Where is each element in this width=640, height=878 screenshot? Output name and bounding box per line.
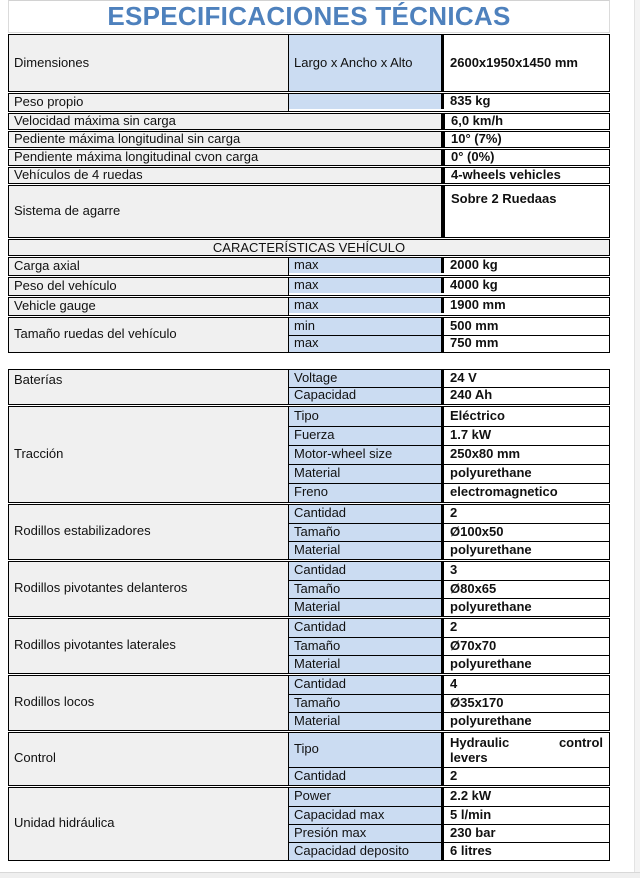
row-value-word: Hydraulic [450, 734, 510, 750]
row-sub-label: Cantidad [289, 562, 441, 580]
row-value: electromagnetico [441, 484, 609, 502]
table-row-group [8, 167, 610, 184]
table-gap [8, 354, 610, 369]
table-sub-row [289, 278, 609, 293]
section-header-row [8, 239, 610, 256]
table-row-group [8, 675, 610, 731]
table-sub-row [289, 562, 609, 580]
row-value: 2600x1950x1450 mm [441, 35, 609, 91]
table-sub-row [289, 370, 609, 387]
table-sub-row [289, 842, 609, 860]
row-value: polyurethane [441, 465, 609, 483]
row-sub-label: Material [289, 713, 441, 730]
row-sub-label: max [289, 278, 441, 293]
table-row-group [8, 618, 610, 674]
table-sub-row [289, 655, 609, 673]
row-sub-label: Material [289, 465, 441, 483]
row-sub-label: Material [289, 656, 441, 673]
table-sub-row [289, 94, 609, 109]
table-row-group [8, 93, 610, 112]
row-subcolumn [289, 505, 609, 559]
row-subcolumn [289, 407, 609, 502]
row-label: Rodillos pivotantes delanteros [9, 562, 289, 616]
row-value: 750 mm [441, 336, 609, 352]
table-sub-row [289, 712, 609, 730]
row-sub-label [289, 94, 441, 109]
table-sub-row [289, 35, 609, 91]
row-label: Unidad hidráulica [9, 788, 289, 860]
spec-sheet [8, 0, 610, 862]
table-sub-row [289, 407, 609, 426]
table-row-group [8, 504, 610, 560]
table-sub-row [289, 541, 609, 559]
table-row-group [8, 277, 610, 296]
row-value: 240 Ah [441, 388, 609, 404]
row-sub-label: Voltage [289, 370, 441, 387]
table-sub-row [289, 767, 609, 785]
row-value: polyurethane [441, 656, 609, 673]
page-title [8, 0, 610, 33]
table-row-group [8, 561, 610, 617]
row-value: 10° (7%) [442, 132, 609, 147]
row-label: Rodillos pivotantes laterales [9, 619, 289, 673]
row-label: Tamaño ruedas del vehículo [9, 318, 289, 352]
row-label: Pediente máxima longitudinal sin carga [9, 132, 442, 147]
row-value: polyurethane [441, 542, 609, 559]
row-sub-label: Freno [289, 484, 441, 502]
row-label: Sistema de agarre [9, 186, 442, 237]
row-value: 4-wheels vehicles [442, 168, 609, 183]
row-sub-label: Power [289, 788, 441, 806]
row-value: polyurethane [441, 599, 609, 616]
table-row-group [8, 257, 610, 276]
row-value: 24 V [441, 370, 609, 387]
table-sub-row [289, 426, 609, 445]
row-sub-label: Tamaño [289, 638, 441, 655]
table-sub-row [289, 387, 609, 404]
row-subcolumn [289, 35, 609, 91]
row-sub-label: Cantidad [289, 619, 441, 637]
row-label: Vehicle gauge [9, 298, 289, 315]
row-subcolumn [289, 562, 609, 616]
table-sub-row [289, 318, 609, 335]
table-sub-row [289, 676, 609, 694]
table-sub-row [289, 733, 609, 767]
row-sub-label: Tipo [289, 733, 441, 767]
table-sub-row [289, 598, 609, 616]
table-sub-row [289, 694, 609, 712]
table-sub-row [289, 788, 609, 806]
row-subcolumn [289, 318, 609, 352]
row-value: 1.7 kW [441, 427, 609, 445]
table-row-group [8, 149, 610, 166]
row-label: Control [9, 733, 289, 785]
row-value: 230 bar [441, 825, 609, 842]
row-sub-label: Capacidad deposito [289, 843, 441, 860]
row-subcolumn [289, 733, 609, 785]
table-row-group [8, 787, 610, 861]
table-sub-row [289, 637, 609, 655]
row-sub-label: max [289, 258, 441, 273]
row-value: 500 mm [441, 318, 609, 335]
row-label: Peso del vehículo [9, 278, 289, 295]
table-sub-row [289, 258, 609, 273]
row-label: Baterías [9, 370, 289, 404]
page-edge-bottom [0, 872, 640, 878]
row-value: 4 [441, 676, 609, 694]
row-value [441, 733, 609, 767]
row-sub-label: Material [289, 599, 441, 616]
row-sub-label: Tamaño [289, 695, 441, 712]
row-value-line: levers [450, 749, 488, 765]
row-value: 0° (0%) [442, 150, 609, 165]
table-sub-row [289, 619, 609, 637]
table-row-group [8, 297, 610, 316]
row-value: 5 l/min [441, 807, 609, 824]
row-sub-label: Tamaño [289, 581, 441, 598]
row-sub-label: Cantidad [289, 505, 441, 523]
page-title-text: ESPECIFICACIONES TÉCNICAS [107, 1, 511, 31]
row-value: 2 [441, 768, 609, 785]
table-sub-row [289, 806, 609, 824]
row-sub-label: Capacidad [289, 388, 441, 404]
row-value: 250x80 mm [441, 446, 609, 464]
row-value-line [450, 736, 603, 751]
table-sub-row [289, 580, 609, 598]
table-sub-row [289, 523, 609, 541]
table-sub-row [289, 505, 609, 523]
row-value: 6,0 km/h [442, 114, 609, 129]
page-edge-right [634, 0, 640, 878]
table-row-group [8, 131, 610, 148]
row-value: 2 [441, 619, 609, 637]
row-label: Peso propio [9, 94, 289, 111]
row-sub-label: Cantidad [289, 768, 441, 785]
spec-table [8, 34, 610, 861]
row-value: 4000 kg [441, 278, 609, 293]
row-sub-label: Cantidad [289, 676, 441, 694]
table-sub-row [289, 483, 609, 502]
row-value: 2.2 kW [441, 788, 609, 806]
table-row-group [8, 406, 610, 503]
table-sub-row [289, 445, 609, 464]
row-value: 2000 kg [441, 258, 609, 273]
row-value: 2 [441, 505, 609, 523]
table-row-group [8, 732, 610, 786]
row-subcolumn [289, 278, 609, 295]
row-label: Rodillos locos [9, 676, 289, 730]
row-sub-label: max [289, 298, 441, 313]
row-subcolumn [289, 258, 609, 275]
row-value: 835 kg [441, 94, 609, 109]
row-sub-label: Fuerza [289, 427, 441, 445]
row-value: Eléctrico [441, 407, 609, 426]
row-value: Ø35x170 [441, 695, 609, 712]
row-value: Ø70x70 [441, 638, 609, 655]
row-value: Ø80x65 [441, 581, 609, 598]
row-sub-label: Material [289, 542, 441, 559]
table-sub-row [289, 298, 609, 313]
row-label: Pendiente máxima longitudinal cvon carga [9, 150, 442, 165]
row-subcolumn [289, 298, 609, 315]
row-sub-label: Motor-wheel size [289, 446, 441, 464]
row-label: Carga axial [9, 258, 289, 275]
table-row-group [8, 317, 610, 353]
row-value: 6 litres [441, 843, 609, 860]
table-row-group [8, 113, 610, 130]
row-subcolumn [289, 788, 609, 860]
section-header-label: CARACTERÍSTICAS VEHÍCULO [212, 239, 406, 255]
row-value: 1900 mm [441, 298, 609, 313]
row-value-word: control [558, 734, 603, 750]
row-value: Ø100x50 [441, 524, 609, 541]
table-row-group [8, 34, 610, 92]
row-label: Vehículos de 4 ruedas [9, 168, 442, 183]
row-sub-label: Tipo [289, 407, 441, 426]
table-sub-row [289, 464, 609, 483]
row-label: Rodillos estabilizadores [9, 505, 289, 559]
row-subcolumn [289, 370, 609, 404]
table-sub-row [289, 824, 609, 842]
row-sub-label: Capacidad max [289, 807, 441, 824]
row-sub-label: min [289, 318, 441, 335]
row-sub-label: Tamaño [289, 524, 441, 541]
row-subcolumn [289, 94, 609, 111]
row-sub-label: Largo x Ancho x Alto [289, 35, 441, 91]
table-sub-row [289, 335, 609, 352]
row-subcolumn [289, 676, 609, 730]
row-sub-label: max [289, 336, 441, 352]
row-label: Tracción [9, 407, 289, 502]
row-label: Velocidad máxima sin carga [9, 114, 442, 129]
row-value: Sobre 2 Ruedaas [442, 186, 609, 237]
row-subcolumn [289, 619, 609, 673]
row-sub-label: Presión max [289, 825, 441, 842]
table-row-group [8, 185, 610, 238]
row-value: 3 [441, 562, 609, 580]
table-row-group [8, 369, 610, 405]
row-label: Dimensiones [9, 35, 289, 91]
row-value: polyurethane [441, 713, 609, 730]
